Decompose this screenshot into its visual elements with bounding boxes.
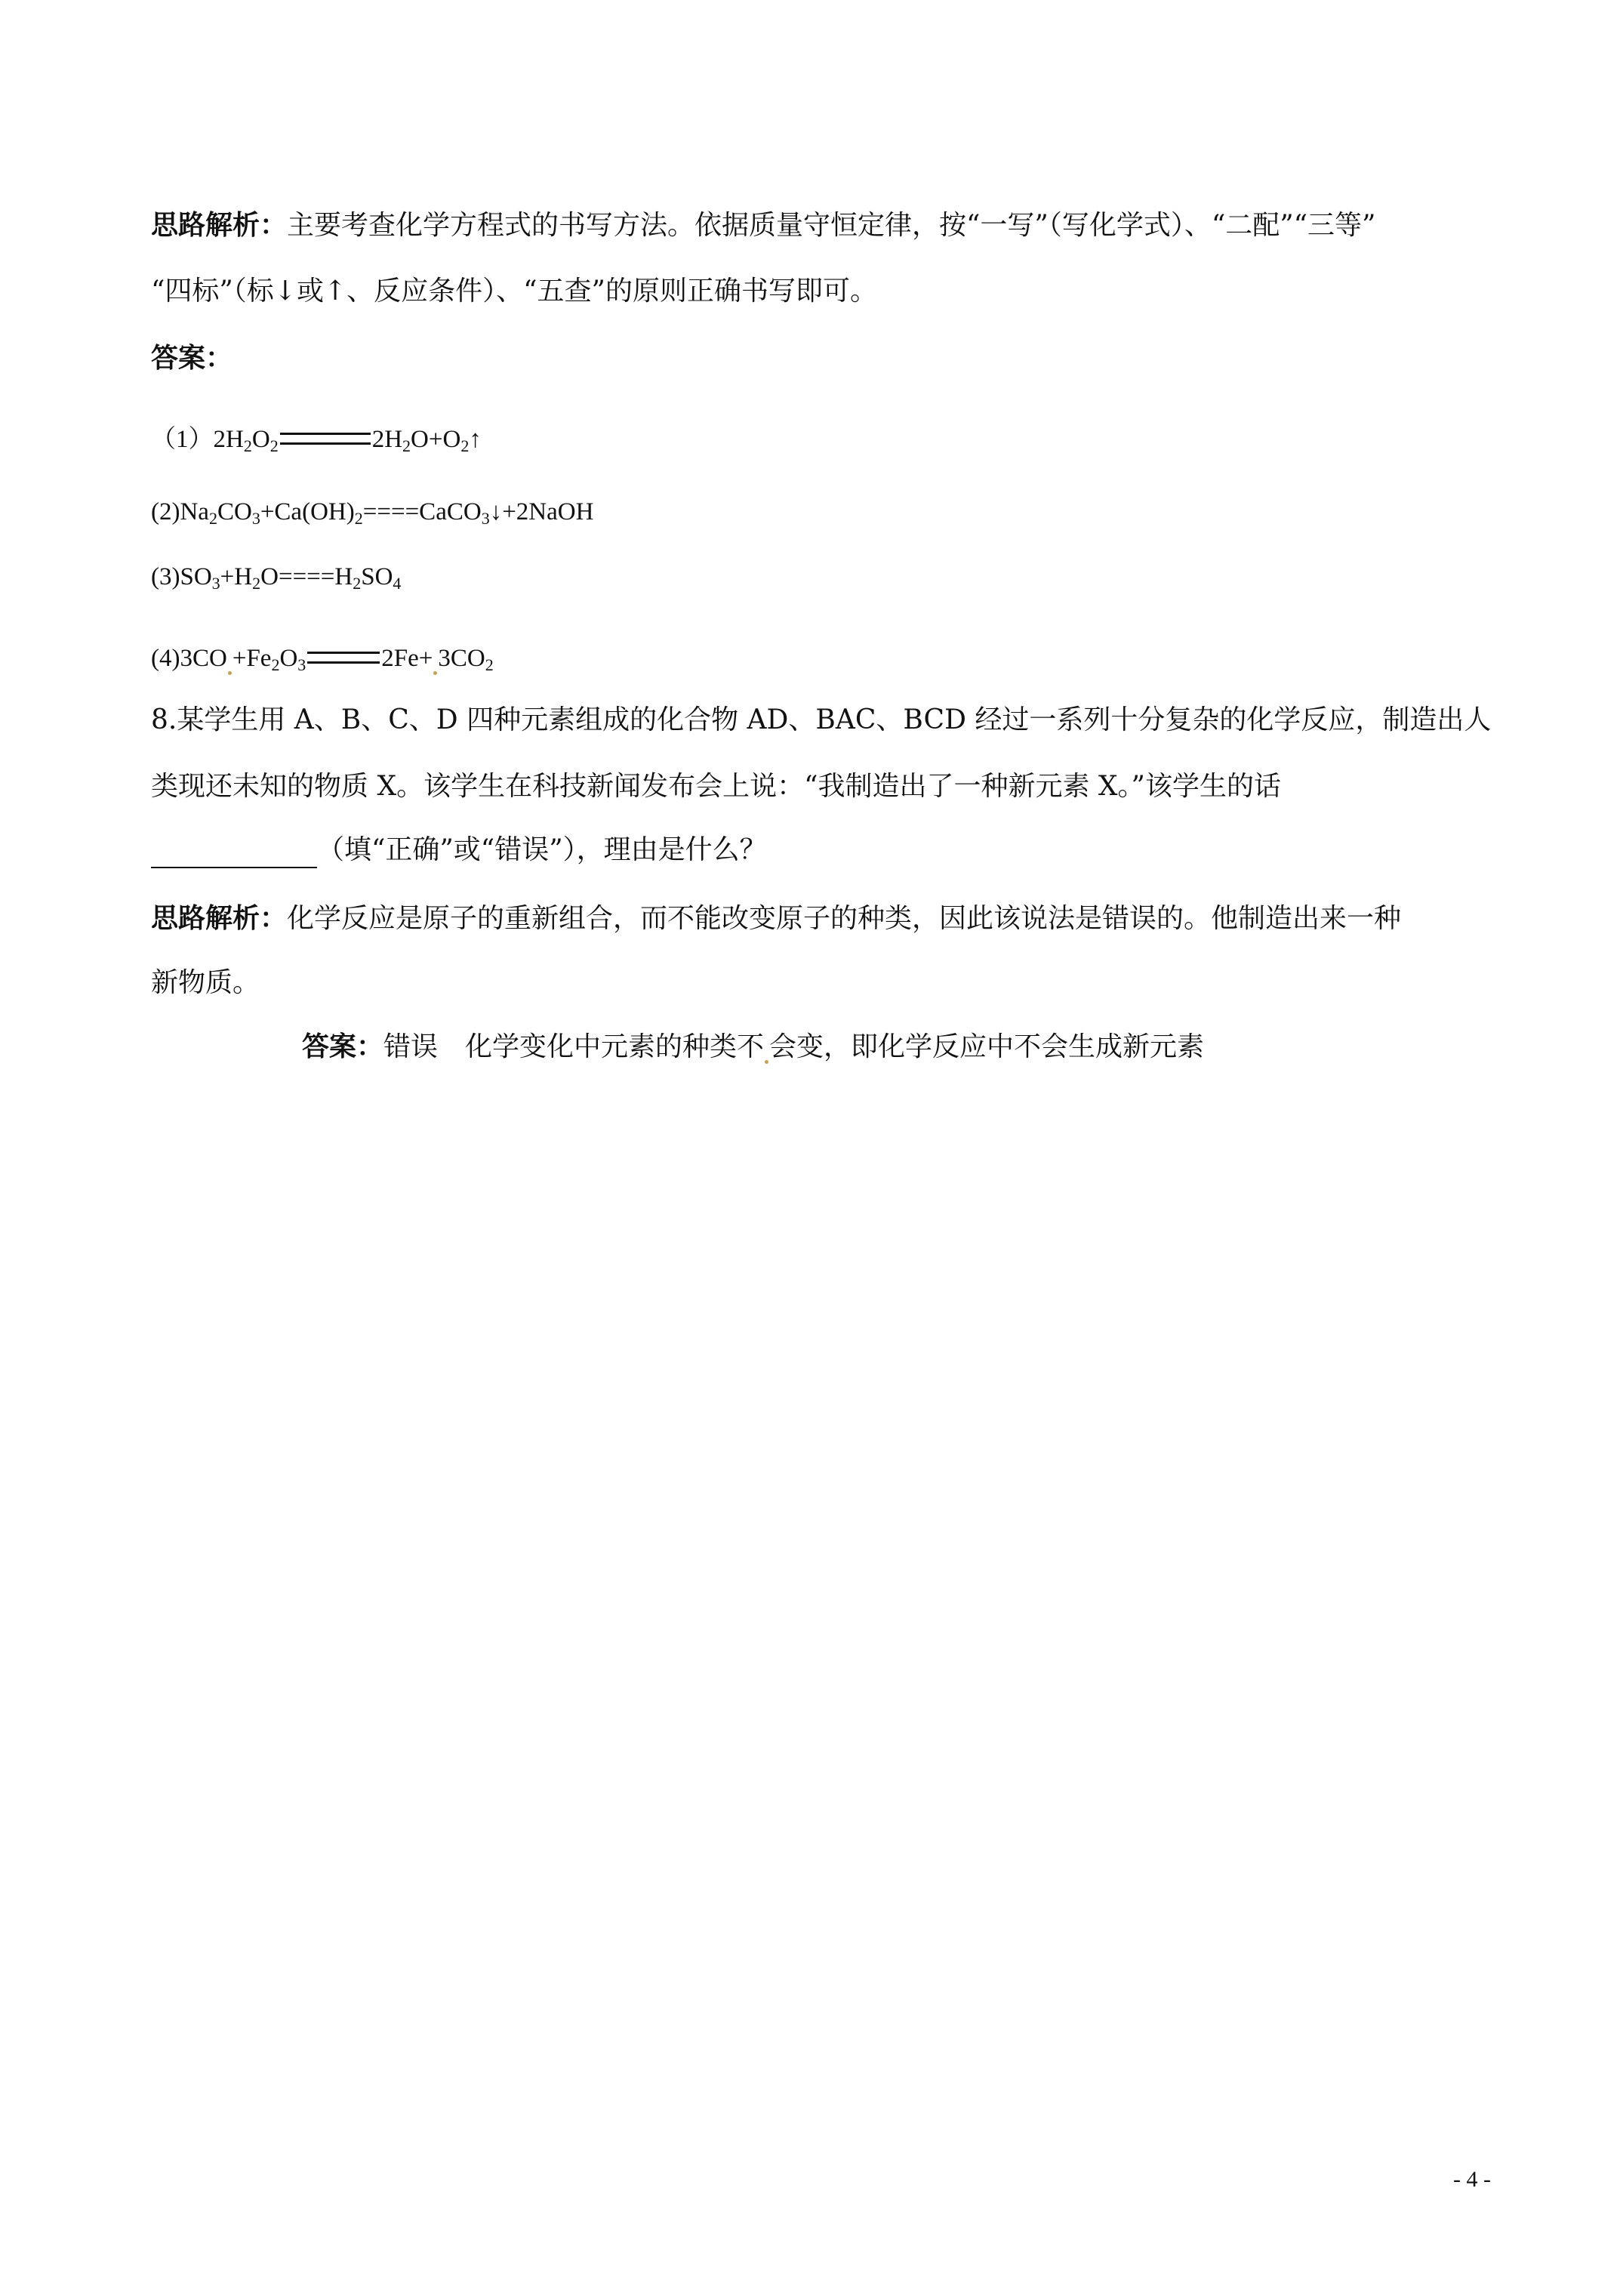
answer-label: 答案： <box>302 1031 384 1062</box>
equation-text: +H <box>220 563 253 590</box>
equation-text: 3CO <box>438 645 485 672</box>
equation-text: (3)SO <box>151 563 212 590</box>
subscript: 2 <box>354 509 363 528</box>
answer-text: 错误 化学变化中元素的种类不 <box>383 1031 765 1062</box>
equation-text: （1）2H <box>151 426 244 453</box>
subscript: 2 <box>353 574 362 593</box>
subscript: 3 <box>211 574 220 593</box>
analysis-text: 主要考查化学方程式的书写方法。依据质量守恒定律，按“一写”（写化学式）、“二配”“三等” <box>287 210 1376 241</box>
analysis-text: 化学反应是原子的重新组合，而不能改变原子的种类，因此该说法是错误的。他制造出来一种 <box>287 903 1402 934</box>
equation-3 <box>151 559 401 595</box>
emphasis-dot <box>765 1060 768 1064</box>
question-line-2: 类现还未知的物质 X。该学生在科技新闻发布会上说：“我制造出了一种新元素 X。”该学生的话 <box>151 771 1281 802</box>
subscript: 2 <box>269 436 279 455</box>
analysis-line-2 <box>151 273 877 310</box>
analysis-text: 新物质。 <box>151 967 260 998</box>
equation-text: O====H <box>260 563 353 590</box>
subscript: 4 <box>393 574 402 593</box>
emphasis-dot <box>228 671 232 675</box>
equation-text: ↓+2NaOH <box>489 498 594 525</box>
equation-text: O+O <box>411 426 461 453</box>
answer-blank <box>151 841 317 868</box>
analysis-text: “四标”（标↓或↑、反应条件）、“五查”的原则正确书写即可。 <box>151 276 877 307</box>
equation-text: SO <box>361 563 393 590</box>
subscript: 2 <box>485 655 494 674</box>
analysis-line-1 <box>151 207 1375 244</box>
equation-text: O <box>279 645 298 672</box>
equation-text: (4)3CO <box>151 645 227 672</box>
equation-text: (2)Na <box>151 498 209 525</box>
equation-text: 2H <box>371 426 403 453</box>
equation-4 <box>151 640 494 676</box>
analysis-line-3 <box>151 900 1401 937</box>
equation-1 <box>151 421 482 458</box>
answer-label: 答案： <box>151 342 233 374</box>
reaction-equals-sign <box>307 652 380 664</box>
subscript: 2 <box>252 574 261 593</box>
page-number: - 4 - <box>1453 2167 1491 2192</box>
subscript: 3 <box>481 509 490 528</box>
question-line-1: 8.某学生用 A、B、C、D 四种元素组成的化合物 AD、BAC、BCD 经过一系列十分复杂的化学反应，制造出人 <box>151 704 1492 735</box>
subscript: 2 <box>271 655 280 674</box>
subscript: 2 <box>460 436 470 455</box>
equation-text: O <box>251 426 270 453</box>
answer-text: 会变，即化学反应中不会生成新元素 <box>769 1031 1205 1062</box>
question-text: （填“正确”或“错误”），理由是什么？ <box>317 834 767 865</box>
equation-text: ====CaCO <box>362 498 482 525</box>
answer-line <box>302 1028 1204 1065</box>
analysis-label: 思路解析： <box>151 209 288 241</box>
subscript: 2 <box>402 436 411 455</box>
subscript: 2 <box>208 509 217 528</box>
equation-text: CO <box>217 498 252 525</box>
subscript: 2 <box>243 436 252 455</box>
question-line-3 <box>151 832 767 868</box>
equation-2 <box>151 494 593 530</box>
emphasis-dot <box>433 671 437 675</box>
equation-text: 2Fe+ <box>381 645 433 672</box>
equation-text: +Fe <box>232 645 272 672</box>
analysis-line-4 <box>151 965 260 1001</box>
equation-text: +Ca(OH) <box>260 498 355 525</box>
reaction-equals-sign <box>280 433 371 445</box>
gas-arrow: ↑ <box>469 426 482 453</box>
subscript: 3 <box>251 509 260 528</box>
subscript: 3 <box>297 655 306 674</box>
analysis-label: 思路解析： <box>151 902 288 934</box>
